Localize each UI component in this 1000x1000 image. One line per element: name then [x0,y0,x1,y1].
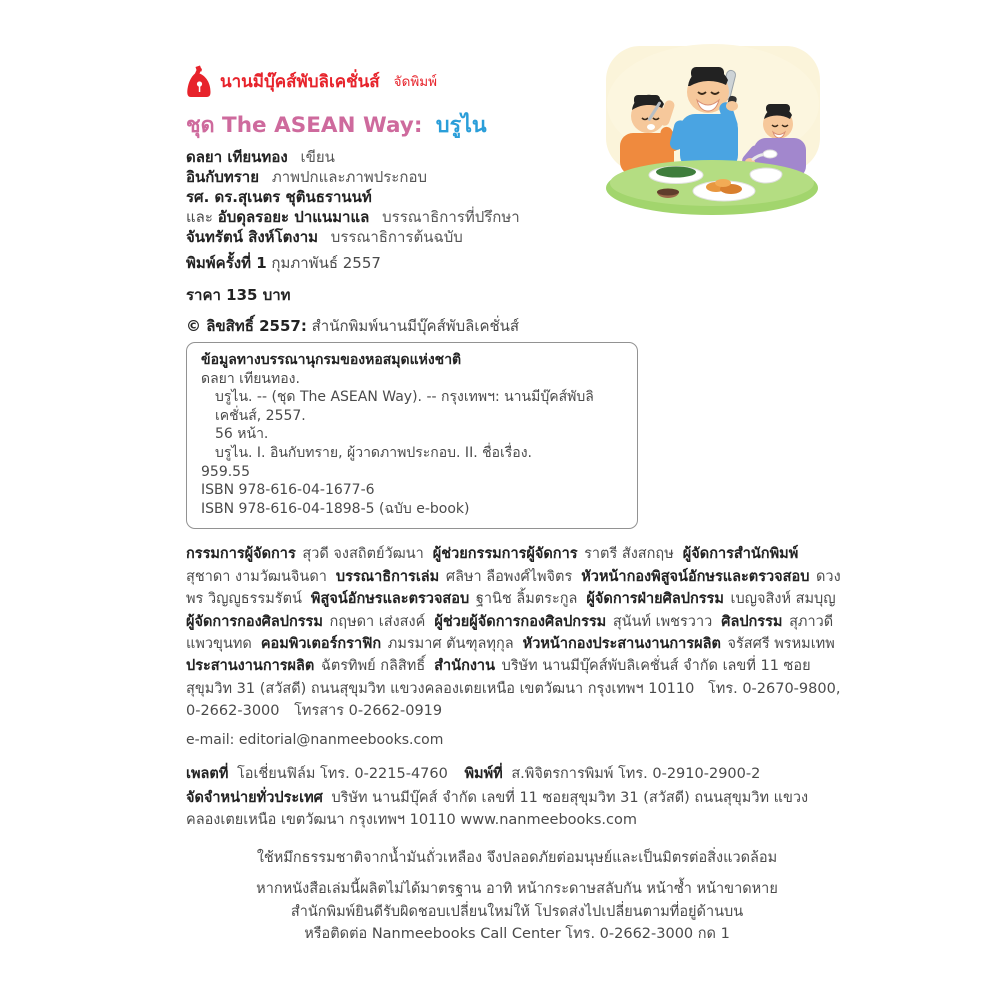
staff-role: สำนักงาน [434,658,495,675]
edition-label: พิมพ์ครั้งที่ 1 [186,253,267,272]
copyright-label: © ลิขสิทธิ์ 2557: [186,316,307,335]
price-value: ราคา 135 บาท [186,285,291,304]
staff-name: บริษัท นานมีบุ๊คส์พับลิเคชั่นส์ จำกัด เลขที่ 11 ซอยสุขุมวิท 31 (สวัสดี) ถนนสุขุมวิท แขวงคลองเตยเหนือ เขตวัฒนา กรุงเทพฯ 10110 [186,658,811,697]
plate-company: โอเชี่ยนฟิล์ม โทร. 0-2215-4760 [236,765,448,782]
distribution-label: จัดจำหน่ายทั่วประเทศ [186,789,323,806]
copyright-line [186,316,842,336]
author-name: ดลยา เทียนทอง [186,147,288,166]
staff-pair [186,658,425,674]
staff-name: ศลิษา ลือพงศ์ไพจิตร [445,568,573,585]
staff-role: ผู้ช่วยกรรมการผู้จัดการ [432,546,578,563]
staff-role: หัวหน้ากองประสานงานการผลิต [522,635,721,652]
staff-pair [336,569,572,585]
cip-box [186,342,638,529]
staff-name: ภมรมาศ ตันฑุลทุกุล [387,635,514,652]
office-fax: โทรสาร 0-2662-0919 [294,703,443,720]
production-block [186,763,848,832]
staff-pair [186,546,424,562]
price-line [186,285,842,305]
staff-name: สุภาวดี แพวขุนทด [186,613,834,652]
staff-name: กฤษดา เส่งสงค์ [329,613,426,630]
plate-print-line [186,763,848,785]
copyright-holder: สำนักพิมพ์นานมีบุ๊คส์พับลิเคชั่นส์ [311,316,520,335]
staff-role: บรรณาธิการเล่ม [335,568,440,585]
staff-role: คอมพิวเตอร์กราฟิก [260,635,382,652]
author-role: เขียน [300,147,335,166]
staff-role: ผู้จัดการสำนักพิมพ์ [682,546,799,563]
editor-name: จันทรัตน์ สิงห์โตงาม [186,227,319,246]
defect-note-line-1: หากหนังสือเล่มนี้ผลิตไม่ได้มาตรฐาน อาทิ หน้ากระดาษสลับกัน หน้าซ้ำ หน้าขาดหาย [256,881,778,898]
advisor1-name: รศ. ดร.สุเนตร ชุตินธรานนท์ [186,187,372,206]
staff-role: กรรมการผู้จัดการ [186,546,296,563]
editor-line [186,227,842,247]
staff-role: ผู้ช่วยผู้จัดการกองศิลปกรรม [434,613,607,630]
illustrator-name: อินกับทราย [186,167,260,186]
distribution-company: บริษัท นานมีบุ๊คส์ จำกัด เลขที่ 11 ซอยสุขุมวิท 31 (สวัสดี) ถนนสุขุมวิท แขวงคลองเตยเหนือ เขตวัฒนา กรุงเทพฯ 10110 www.nanmeebooks.com [186,789,809,829]
staff-role: ศิลปกรรม [721,613,783,630]
staff-name: ราตรี สังสกฤษ [584,546,674,563]
staff-role: ประสานงานการผลิต [186,658,315,675]
three-boys-eating-illustration-icon [604,40,822,216]
cip-author: ดลยา เทียนทอง. [201,370,300,387]
defect-note-line-2: สำนักพิมพ์ยินดีรับผิดชอบเปลี่ยนใหม่ให้ โปรดส่งไปเปลี่ยนตามที่อยู่ด้านบน [290,903,744,920]
cip-isbn-print: ISBN 978-616-04-1677-6 [201,482,375,499]
staff-role: ผู้จัดการฝ่ายศิลปกรรม [586,591,724,608]
cover-illustration [604,40,822,216]
staff-pair [311,591,578,607]
staff-name: ฐานิช ลิ้มตระกูล [475,591,578,608]
cip-imprint: บรูไน. -- (ชุด The ASEAN Way). -- กรุงเทพฯ: นานมีบุ๊คส์พับลิเคชั่นส์, 2557. [215,389,594,424]
cip-dewey-number: 959.55 [201,463,250,480]
cip-isbn-ebook: ISBN 978-616-04-1898-5 (ฉบับ e-book) [201,500,470,517]
staff-pair [523,636,835,652]
nanmeebooks-logo-icon [186,64,212,98]
footer-notes [186,847,848,946]
staff-name: สุวดี จงสถิตย์วัฒนา [302,546,424,563]
staff-paragraph [186,543,848,749]
cip-pages: 56 หน้า. [215,426,269,443]
staff-pair [586,591,835,607]
printer-company: ส.พิจิตรการพิมพ์ โทร. 0-2910-2900-2 [511,765,761,782]
editorial-email: e-mail: editorial@nanmeebooks.com [186,731,444,748]
advisor2-prefix: และ [186,207,213,226]
staff-pair [433,546,674,562]
editor-role: บรรณาธิการต้นฉบับ [330,227,463,246]
staff-name: ดวงพร วิญญูธรรมรัตน์ [186,568,841,608]
distribution-line [186,787,848,832]
cip-heading: ข้อมูลทางบรรณานุกรมของหอสมุดแห่งชาติ [201,351,462,368]
staff-pair [434,614,712,630]
edition-date: กุมภาพันธ์ 2557 [271,253,381,272]
plate-label: เพลตที่ [186,765,229,782]
cip-tracing: บรูไน. I. อินกับทราย, ผู้วาดภาพประกอบ. II. ชื่อเรื่อง. [215,444,533,461]
edition-line [186,253,842,273]
publisher-suffix: จัดพิมพ์ [393,74,438,90]
staff-pair [186,614,425,630]
staff-role: พิสูจน์อักษรและตรวจสอบ [310,591,470,608]
staff-pair [261,636,514,652]
advisor2-name: อับดุลรอยะ ปาแนมาแล [217,207,370,226]
staff-role: ผู้จัดการกองศิลปกรรม [186,613,323,630]
staff-name: สุนันท์ เพชรวาว [612,613,713,630]
staff-name: เบญจสิงห์ สมบุญ [730,591,836,608]
staff-credits [186,546,845,696]
call-center-note: หรือติดต่อ Nanmeebooks Call Center โทร. 0-2662-3000 กด 1 [304,926,730,943]
advisor2-role: บรรณาธิการที่ปรึกษา [382,207,520,226]
printer-label: พิมพ์ที่ [464,765,503,782]
staff-name: ฉัตรทิพย์ กลิสิทธิ์ [320,658,426,675]
staff-name: จรัสศรี พรหมเทพ [727,635,835,652]
soy-ink-note: ใช้หมึกธรรมชาติจากน้ำมันถั่วเหลือง จึงปลอดภัยต่อมนุษย์และเป็นมิตรต่อสิ่งแวดล้อม [256,849,778,866]
book-country-title: บรูไน [435,113,487,138]
publisher-name: นานมีบุ๊คส์พับลิเคชั่นส์ [220,71,380,92]
series-title: ชุด The ASEAN Way: [186,113,423,138]
staff-role: หัวหน้ากองพิสูจน์อักษรและตรวจสอบ [581,568,810,585]
illustrator-role: ภาพปกและภาพประกอบ [271,167,427,186]
office-phone: โทร. 0-2670-9800, 0-2662-3000 [186,680,841,720]
staff-name: สุชาดา งามวัฒนจินดา [186,568,327,585]
